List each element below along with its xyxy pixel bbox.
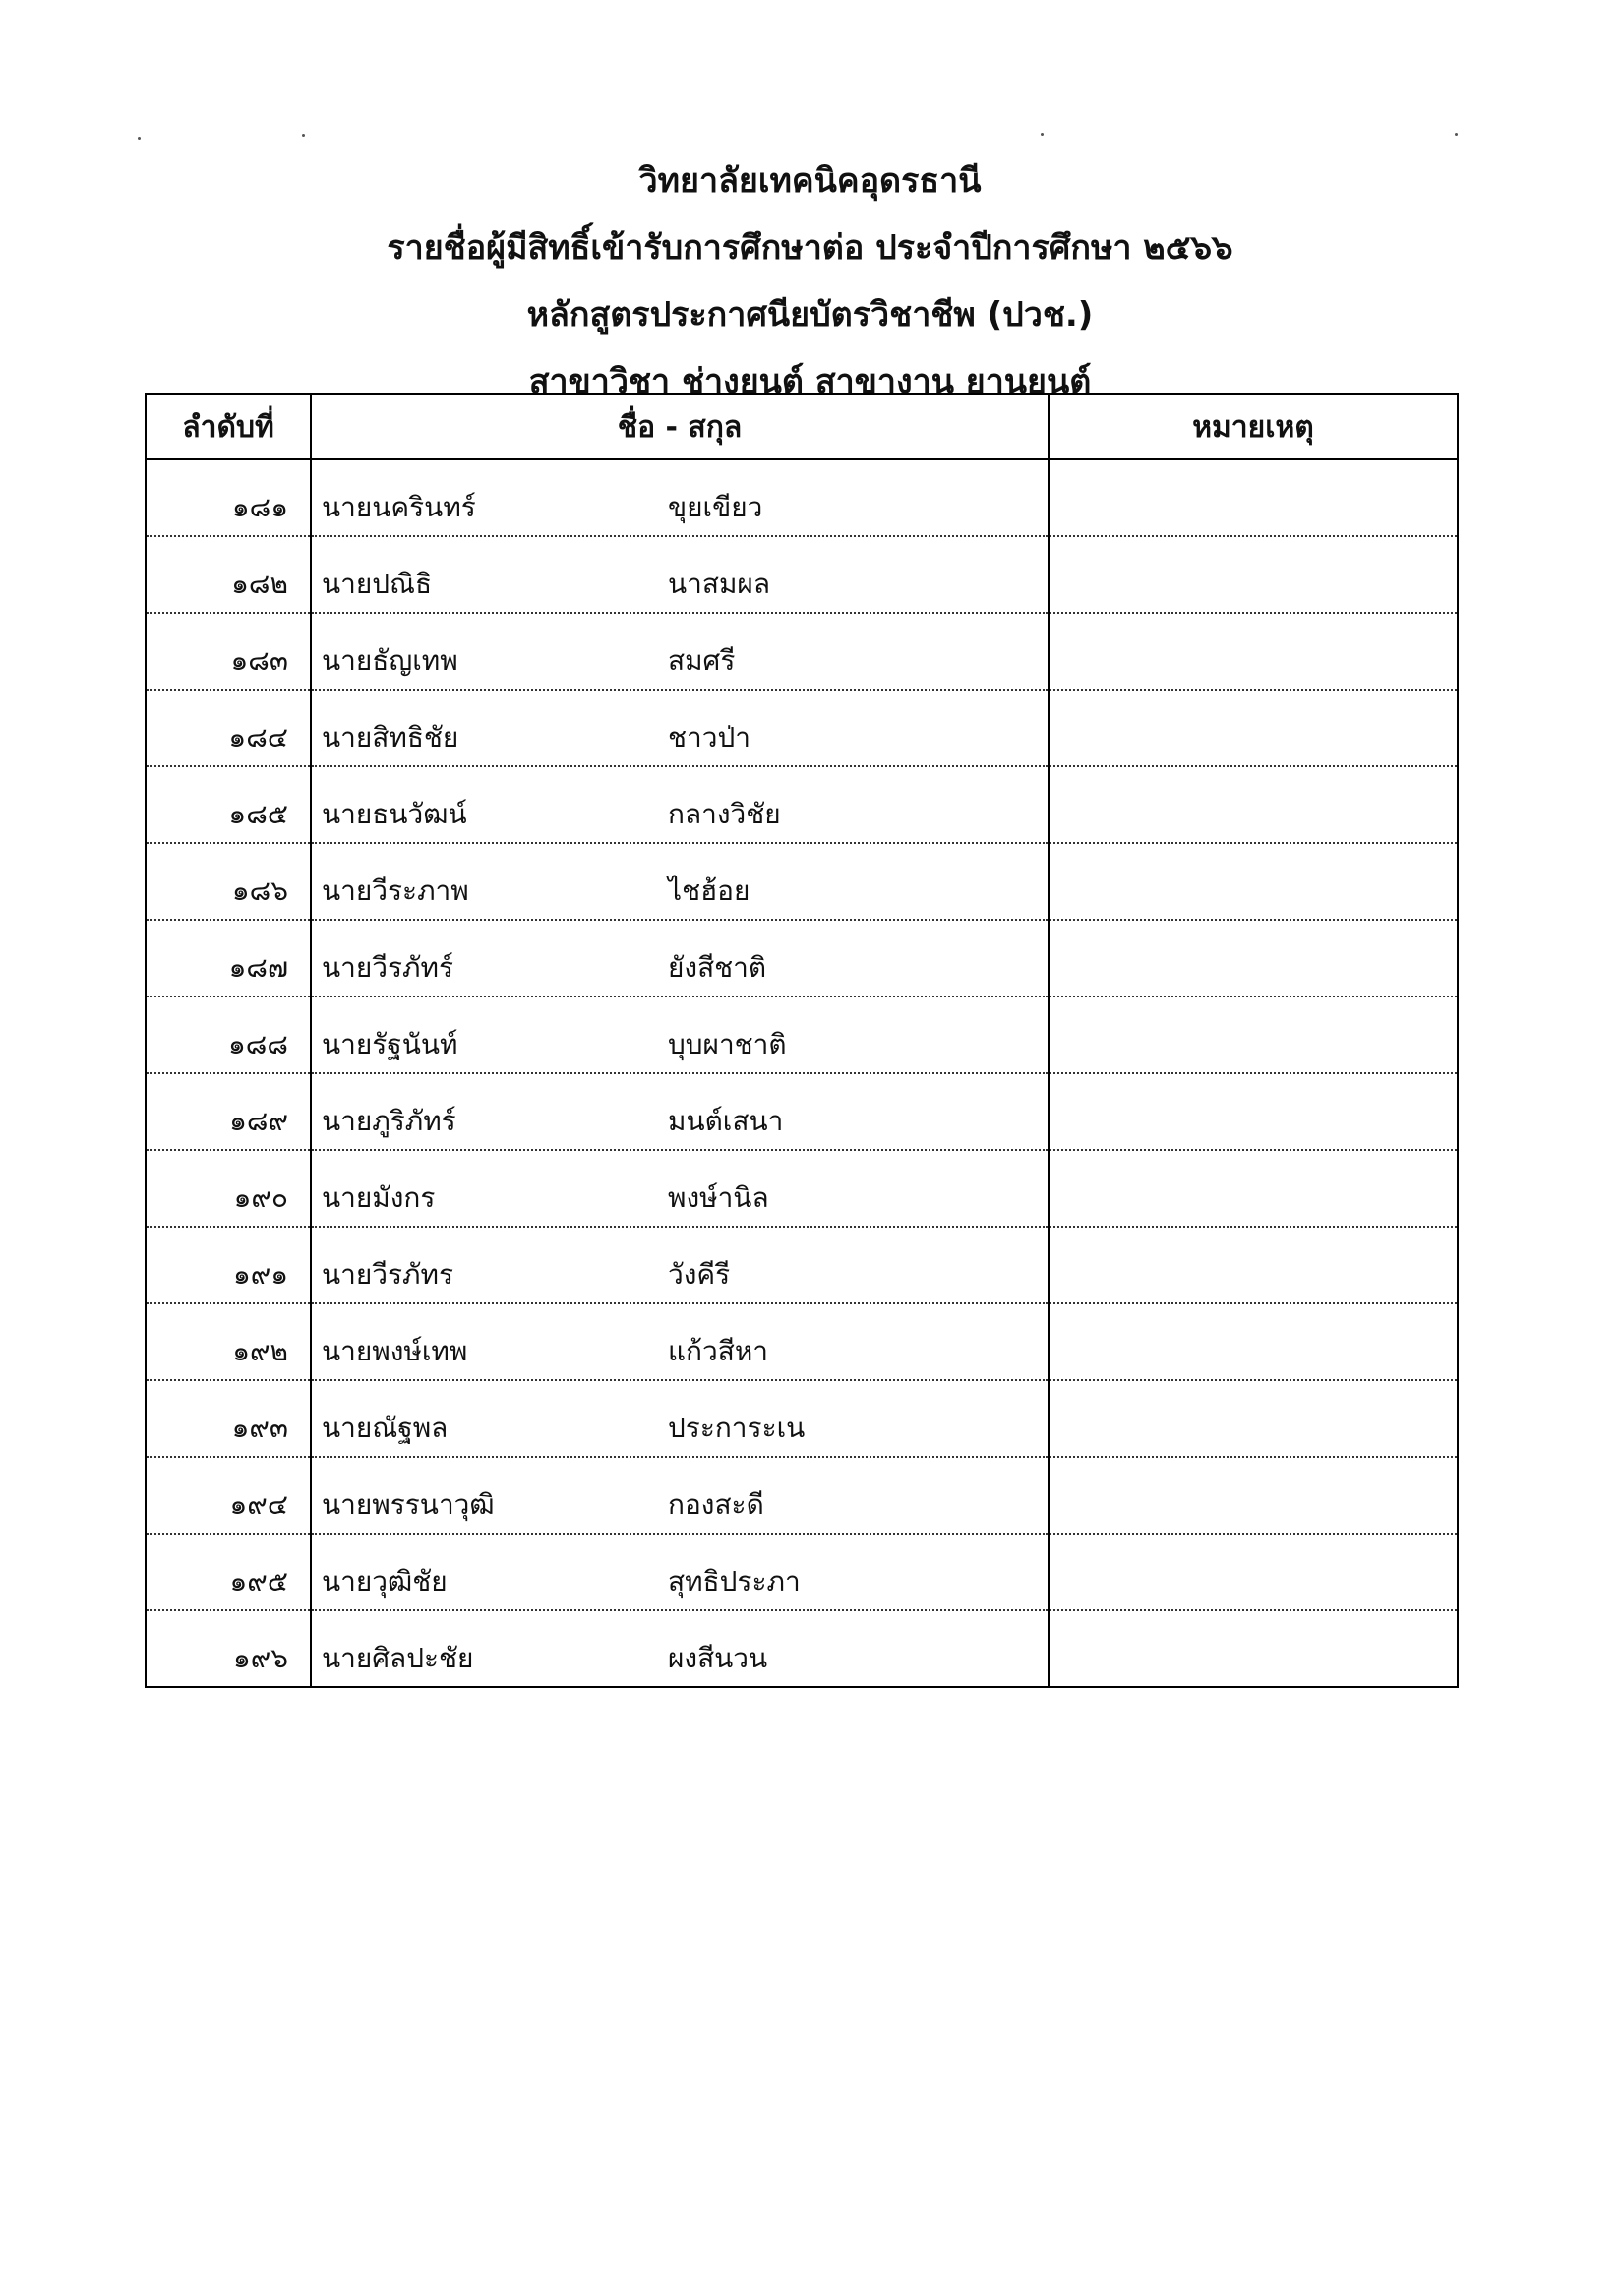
row-remark bbox=[1049, 1534, 1458, 1610]
row-full-name bbox=[311, 1073, 1049, 1150]
table-row bbox=[146, 1303, 1458, 1380]
first-name: นายนครินทร์ bbox=[322, 491, 476, 523]
last-name: บุบผาชาติ bbox=[668, 1028, 787, 1060]
last-name: สมศรี bbox=[668, 644, 736, 677]
last-name: กองสะดี bbox=[668, 1488, 764, 1521]
table-row bbox=[146, 1073, 1458, 1150]
first-name: นายปณิธิ bbox=[322, 568, 433, 600]
row-number: ๑๙๐ bbox=[146, 1150, 311, 1227]
first-name: นายวีรภัทร bbox=[322, 1258, 453, 1291]
table-row bbox=[146, 1534, 1458, 1610]
column-header-number: ลำดับที่ bbox=[146, 394, 311, 459]
first-name: นายธนวัฒน์ bbox=[322, 798, 467, 830]
row-number: ๑๘๑ bbox=[146, 459, 311, 536]
last-name: ชาวป่า bbox=[668, 721, 750, 754]
scan-speck bbox=[1041, 133, 1044, 136]
row-full-name bbox=[311, 1610, 1049, 1687]
row-number: ๑๙๓ bbox=[146, 1380, 311, 1457]
scan-speck bbox=[302, 134, 305, 137]
last-name: ประการะเน bbox=[668, 1412, 806, 1444]
row-full-name bbox=[311, 997, 1049, 1073]
row-remark bbox=[1049, 613, 1458, 690]
first-name: นายศิลปะชัย bbox=[322, 1642, 474, 1674]
table-row bbox=[146, 1150, 1458, 1227]
last-name: กลางวิชัย bbox=[668, 798, 781, 830]
first-name: นายพงษ์เทพ bbox=[322, 1335, 468, 1367]
last-name: แก้วสีหา bbox=[668, 1335, 768, 1367]
table-row bbox=[146, 766, 1458, 843]
row-full-name bbox=[311, 920, 1049, 997]
row-full-name bbox=[311, 536, 1049, 613]
first-name: นายวีรภัทร์ bbox=[322, 951, 453, 984]
row-full-name bbox=[311, 1150, 1049, 1227]
last-name: ผงสีนวน bbox=[668, 1642, 768, 1674]
row-remark bbox=[1049, 766, 1458, 843]
table-row bbox=[146, 536, 1458, 613]
row-full-name bbox=[311, 1303, 1049, 1380]
last-name: พงษ์านิล bbox=[668, 1181, 769, 1214]
table-row bbox=[146, 997, 1458, 1073]
row-remark bbox=[1049, 920, 1458, 997]
row-remark bbox=[1049, 536, 1458, 613]
row-number: ๑๘๖ bbox=[146, 843, 311, 920]
row-full-name bbox=[311, 1534, 1049, 1610]
row-remark bbox=[1049, 690, 1458, 766]
major-title: สาขาวิชา ช่างยนต์ สาขางาน ยานยนต์ bbox=[528, 362, 1092, 401]
row-full-name bbox=[311, 1227, 1049, 1303]
document-header bbox=[0, 148, 1620, 415]
row-remark bbox=[1049, 1610, 1458, 1687]
row-full-name bbox=[311, 766, 1049, 843]
row-number: ๑๘๒ bbox=[146, 536, 311, 613]
first-name: นายสิทธิชัย bbox=[322, 721, 459, 754]
first-name: นายพรรนาวุฒิ bbox=[322, 1488, 495, 1521]
table-row bbox=[146, 459, 1458, 536]
row-number: ๑๘๔ bbox=[146, 690, 311, 766]
announcement-title: รายชื่อผู้มีสิทธิ์เข้ารับการศึกษาต่อ ประจำปีการศึกษา ๒๕๖๖ bbox=[387, 228, 1233, 268]
row-number: ๑๘๘ bbox=[146, 997, 311, 1073]
last-name: วังคีรี bbox=[668, 1258, 731, 1291]
scan-speck bbox=[1455, 133, 1458, 136]
row-remark bbox=[1049, 1150, 1458, 1227]
row-number: ๑๙๔ bbox=[146, 1457, 311, 1534]
table-row bbox=[146, 1380, 1458, 1457]
scan-speck bbox=[138, 137, 141, 140]
last-name: ไชฮ้อย bbox=[668, 875, 750, 907]
row-remark bbox=[1049, 997, 1458, 1073]
table-row bbox=[146, 843, 1458, 920]
row-full-name bbox=[311, 843, 1049, 920]
last-name: ขุยเขียว bbox=[668, 491, 763, 523]
row-number: ๑๙๑ bbox=[146, 1227, 311, 1303]
row-remark bbox=[1049, 459, 1458, 536]
first-name: นายณัฐพล bbox=[322, 1412, 449, 1444]
row-full-name bbox=[311, 1457, 1049, 1534]
table-header-row bbox=[146, 394, 1458, 459]
first-name: นายธัญเทพ bbox=[322, 644, 458, 677]
row-number: ๑๙๕ bbox=[146, 1534, 311, 1610]
last-name: มนต์เสนา bbox=[668, 1105, 784, 1137]
first-name: นายภูริภัทร์ bbox=[322, 1105, 456, 1137]
last-name: สุทธิประภา bbox=[668, 1565, 801, 1598]
first-name: นายวุฒิชัย bbox=[322, 1565, 448, 1598]
institution-title: วิทยาลัยเทคนิคอุดรธานี bbox=[638, 161, 982, 201]
row-full-name bbox=[311, 690, 1049, 766]
table-row bbox=[146, 1227, 1458, 1303]
row-remark bbox=[1049, 1303, 1458, 1380]
column-header-remark: หมายเหตุ bbox=[1049, 394, 1458, 459]
table-body bbox=[146, 459, 1458, 1687]
admission-roster-table bbox=[145, 393, 1459, 1688]
last-name: ยังสีชาติ bbox=[668, 951, 767, 984]
table-row bbox=[146, 690, 1458, 766]
row-remark bbox=[1049, 1380, 1458, 1457]
row-number: ๑๘๕ bbox=[146, 766, 311, 843]
row-number: ๑๙๖ bbox=[146, 1610, 311, 1687]
last-name: นาสมผล bbox=[668, 568, 770, 600]
row-remark bbox=[1049, 1073, 1458, 1150]
first-name: นายมังกร bbox=[322, 1181, 436, 1214]
first-name: นายรัฐนันท์ bbox=[322, 1028, 458, 1060]
row-remark bbox=[1049, 843, 1458, 920]
row-number: ๑๘๓ bbox=[146, 613, 311, 690]
program-title: หลักสูตรประกาศนียบัตรวิชาชีพ (ปวช.) bbox=[526, 295, 1094, 334]
row-full-name bbox=[311, 613, 1049, 690]
table-row bbox=[146, 613, 1458, 690]
table-row bbox=[146, 1457, 1458, 1534]
column-header-name: ชื่อ - สกุล bbox=[311, 394, 1049, 459]
first-name: นายวีระภาพ bbox=[322, 875, 469, 907]
table-row bbox=[146, 1610, 1458, 1687]
row-remark bbox=[1049, 1457, 1458, 1534]
row-remark bbox=[1049, 1227, 1458, 1303]
row-number: ๑๘๗ bbox=[146, 920, 311, 997]
row-number: ๑๘๙ bbox=[146, 1073, 311, 1150]
row-full-name bbox=[311, 459, 1049, 536]
table-row bbox=[146, 920, 1458, 997]
row-full-name bbox=[311, 1380, 1049, 1457]
row-number: ๑๙๒ bbox=[146, 1303, 311, 1380]
